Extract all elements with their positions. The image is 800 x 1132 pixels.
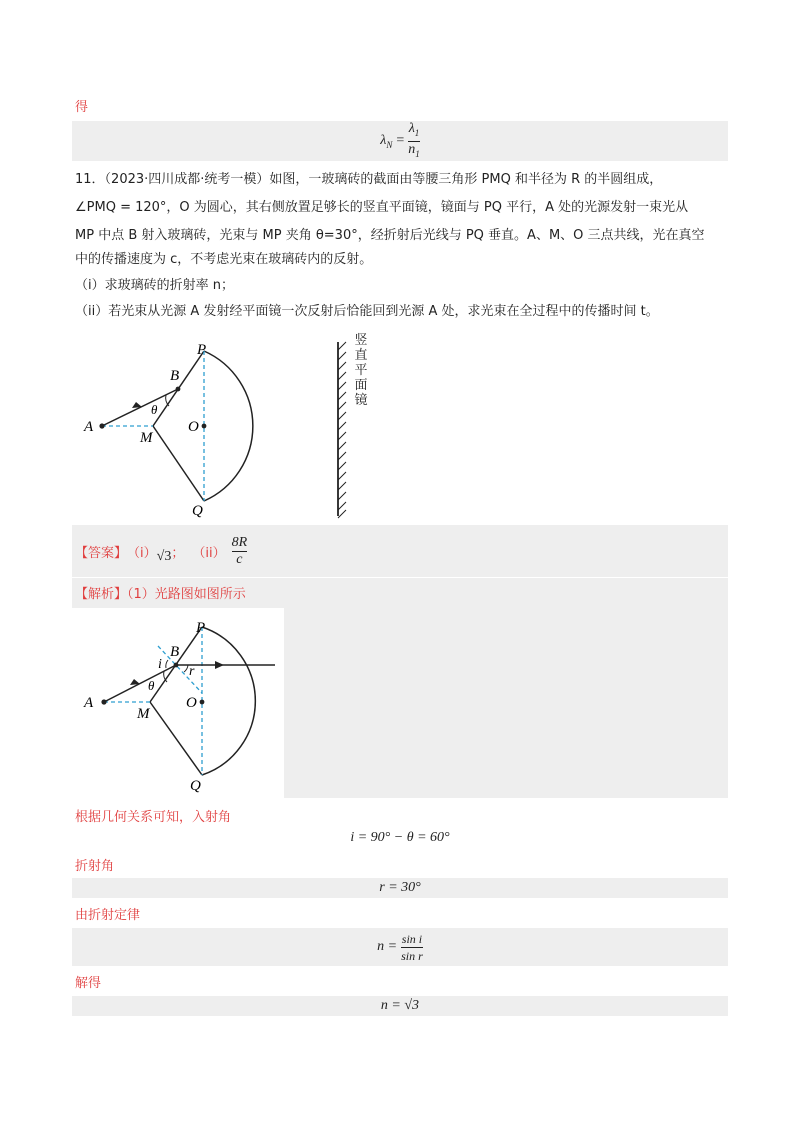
answer-sep: ； (171, 546, 185, 561)
problem-line-1: 11．（2023·四川成都·统考一模）如图，一玻璃砖的截面由等腰三角形 PMQ 和半径为 R 的半圆组成， (75, 172, 663, 187)
point-A (99, 423, 104, 428)
step-4-equation: n = √3 (380, 998, 420, 1013)
label-P: P (197, 342, 207, 358)
ray-AB (104, 665, 176, 702)
side-MQ (150, 702, 202, 775)
label-O: O (186, 695, 197, 711)
label-i: i (158, 657, 162, 672)
ray-arrow-1 (130, 679, 140, 685)
step-2-label: 折射角 (75, 859, 115, 874)
analysis-tag: 【解析】 (75, 587, 128, 602)
figure-2-diagram (72, 608, 284, 798)
problem-line-4: 中的传播速度为 c，不考虑光束在玻璃砖内的反射。 (75, 252, 373, 267)
label-A: A (84, 695, 94, 711)
answer-part2-fraction: $\frac{8R}{c}$ (231, 535, 248, 567)
ray-arrow (132, 402, 142, 408)
ray-arrow-2 (215, 661, 224, 669)
label-P: P (196, 620, 206, 636)
answer-part1-label: （i） (127, 546, 157, 561)
i-arc (166, 660, 168, 668)
label-M: M (137, 706, 150, 722)
label-Q: Q (192, 503, 203, 519)
question-1: （i）求玻璃砖的折射率 n； (75, 278, 234, 293)
step-2-equation: r = 30° (379, 880, 421, 895)
point-B (176, 387, 181, 392)
label-M: M (140, 430, 153, 446)
question-2: （ii）若光束从光源 A 发射经平面镜一次反射后恰能回到光源 A 处，求光束在全过程中的传播时间 t。 (75, 304, 659, 319)
normal-line (158, 646, 202, 693)
label-B: B (170, 368, 180, 384)
step-3-equation: n = $\frac{\text{sin i}}{\text{sin r}}$ (377, 931, 423, 963)
point-B (174, 663, 179, 668)
side-MQ (153, 426, 204, 501)
label-B: B (170, 644, 180, 660)
label-A: A (84, 419, 94, 435)
mirror-hatching (338, 342, 346, 518)
equation-lambda: $\lambda_N$ = $\frac{\lambda_1}{n_1}$ (380, 120, 420, 159)
point-O (200, 700, 205, 705)
semicircle-arc (202, 627, 255, 775)
answer-part2-label: （ii） (192, 546, 226, 561)
label-theta: θ (148, 678, 155, 693)
r-arc (184, 665, 188, 672)
label-r: r (189, 664, 195, 679)
de-label: 得 (75, 100, 89, 115)
answer-tag: 【答案】 (75, 546, 128, 561)
answer-line (75, 535, 247, 568)
mirror-label: 竖 直 平 面 镜 (354, 333, 368, 408)
semicircle-arc (204, 351, 253, 501)
problem-text (75, 168, 735, 324)
analysis-header (75, 583, 246, 602)
label-O: O (188, 419, 199, 435)
problem-line-3: MP 中点 B 射入玻璃砖，光束与 MP 夹角 θ=30°，经折射后光线与 PQ 垂直。A、M、O 三点共线，光在真空 (75, 228, 705, 243)
ray-AB (102, 389, 178, 426)
analysis-intro: （1）光路图如图所示 (127, 587, 246, 602)
step-4-label: 解得 (75, 976, 102, 991)
answer-part1-value: √3 (156, 548, 172, 564)
label-theta: θ (151, 402, 158, 417)
step-3-label: 由折射定律 (75, 908, 141, 923)
point-A (101, 699, 106, 704)
label-Q: Q (190, 778, 201, 794)
step-1-equation: i = 90° − θ = 60° (350, 830, 450, 845)
point-O (202, 424, 207, 429)
problem-line-2: ∠PMQ = 120°，O 为圆心，其右侧放置足够长的竖直平面镜，镜面与 PQ 平行，A 处的光源发射一束光从 (75, 200, 689, 215)
step-1-label: 根据几何关系可知，入射角 (75, 810, 232, 825)
